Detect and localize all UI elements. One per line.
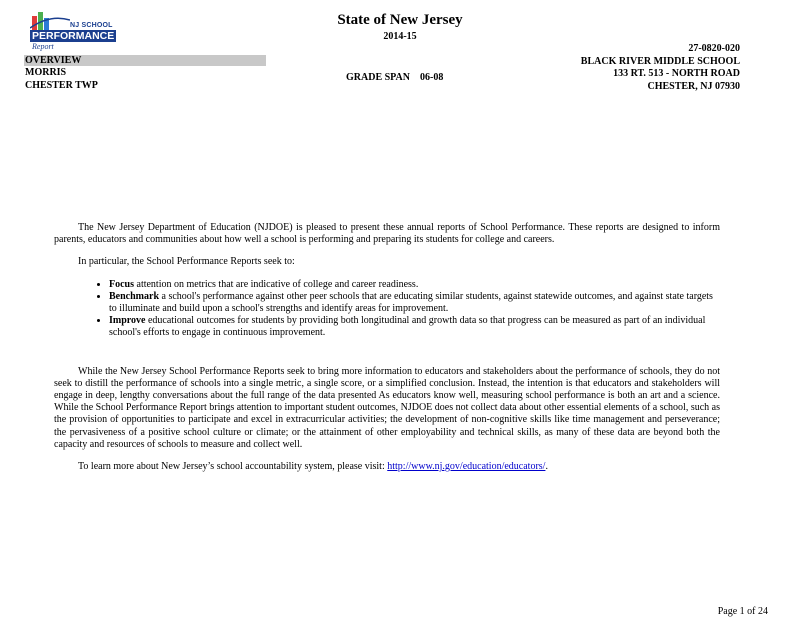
school-code: 27-0820-020 [688, 43, 740, 54]
bullet-term: Improve [109, 315, 146, 327]
school-info [581, 43, 740, 93]
logo-line1: NJ SCHOOL [70, 22, 113, 29]
grade-span-label: GRADE SPAN [346, 72, 410, 83]
learn-more-text: To learn more about New Jersey’s school accountability system, please visit: [78, 461, 388, 473]
bullet-text: educational outcomes for students by providing both longitudinal and growth data so that progress can be measured as part of an individual school's efforts to engage in continuous improvement. [109, 315, 706, 339]
list-item [109, 291, 720, 315]
county-name: MORRIS [25, 67, 67, 78]
bullet-text: a school's performance against other peer schools that are educating similar students, against statewide outcomes, and against state targets to illuminate and build upon a school's strengths and identify areas for improvement. [109, 290, 713, 315]
goals-list [54, 279, 720, 340]
bullet-term: Benchmark [109, 290, 159, 302]
district-name: CHESTER TWP [25, 80, 98, 91]
main-paragraph: While the New Jersey School Performance Reports seek to bring more information to educators and stakeholders about the performance of schools, they do not seek to distill the performance of schools into a single metric, a single score, or a simplified conclusion. Instead, the intention is that educators and stakeholders will engage in deep, lengthy conversations about the full range of the data presented As educators know well, measuring school performance is both an art and a science. While the School Performance Report brings attention to important student outcomes, NJDOE does not collect data about other essential elements of a school, such as the provision of opportunities to participate and excel in extracurricular activities; the development of non-cognitive skills like time management and perseverance; the pervasiveness of a positive school culture or climate; or the attainment of other employability and technical skills, as many of these data are beyond both the capacity and resources of schools to measure and collect well. [54, 365, 720, 450]
section-title: OVERVIEW [25, 55, 82, 66]
learn-more-suffix: . [545, 461, 548, 473]
school-address: 133 RT. 513 - NORTH ROAD [613, 68, 740, 79]
overview-body [54, 222, 720, 473]
learn-more-paragraph [54, 461, 720, 473]
bullet-term: Focus [109, 278, 134, 290]
list-item [109, 279, 720, 291]
school-year: 2014-15 [383, 31, 417, 42]
grade-span-value: 06-08 [419, 72, 444, 83]
page-number: Page 1 of 24 [717, 606, 768, 617]
list-item [109, 315, 720, 339]
logo-line2: PERFORMANCE [32, 30, 115, 42]
school-city: CHESTER, NJ 07930 [647, 80, 740, 92]
lead-paragraph: In particular, the School Performance Reports seek to: [78, 256, 295, 268]
state-title: State of New Jersey [337, 12, 463, 28]
intro-paragraph: The New Jersey Department of Education (NJDOE) is pleased to present these annual reports of School Performance. These reports are designed to inform parents, educators and communities about how well a school is performing and preparing its students for college and careers. [54, 222, 720, 246]
educators-link[interactable]: http://www.nj.gov/education/educators/ [387, 461, 546, 473]
bullet-text: attention on metrics that are indicative of college and career readiness. [134, 278, 419, 290]
school-name: BLACK RIVER MIDDLE SCHOOL [580, 55, 740, 67]
grade-span [346, 72, 443, 83]
logo-line3: Report [32, 42, 54, 51]
